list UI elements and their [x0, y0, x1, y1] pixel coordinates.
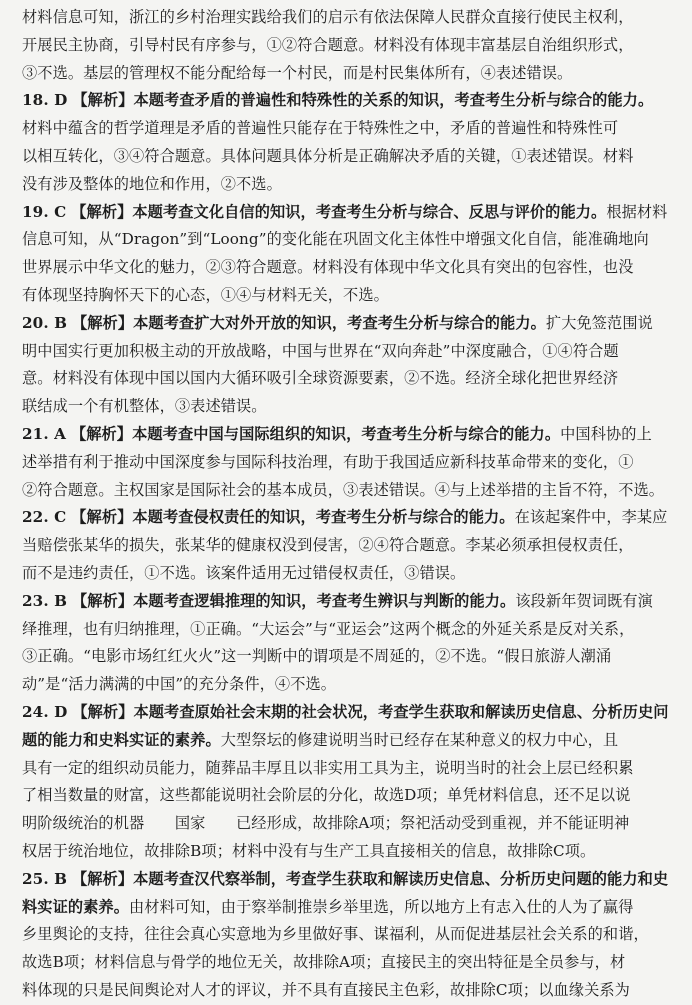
text-line — [22, 782, 678, 810]
answer-item — [22, 199, 678, 310]
analysis-text: 了相当数量的财富，这些都能说明社会阶层的分化，故选D项；单凭材料信息，还不足以说 — [22, 786, 631, 805]
analysis-text: 具有一定的组织动员能力，随葬品丰厚且以非实用工具为主，说明当时的社会上层已经积累 — [22, 758, 634, 777]
question-number: 24. D — [22, 702, 68, 721]
question-number: 19. C — [22, 202, 67, 221]
text-line — [22, 115, 678, 143]
text-line — [22, 477, 678, 505]
text-line — [22, 838, 678, 866]
analysis-text: 动”是“活力满满的中国”的充分条件，④不选。 — [22, 675, 337, 694]
analysis-heading: 【解析】本题考查侵权责任的知识，考查考生分析与综合的能力。 — [71, 508, 515, 527]
text-line — [22, 977, 678, 1005]
text-line: ③不选。基层的管理权不能分配给每一个村民，而是村民集体所有，④表述错误。 — [22, 63, 573, 82]
analysis-text: 没有涉及整体的地位和作用，②不选。 — [22, 174, 282, 193]
text-line — [22, 866, 678, 894]
text-line — [22, 226, 678, 254]
analysis-heading: 【解析】本题考查逻辑推理的知识，考查考生辨识与判断的能力。 — [71, 591, 516, 610]
text-line — [22, 560, 678, 588]
analysis-text: 联结成一个有机整体，③表述错误。 — [22, 397, 267, 416]
answer-item — [22, 421, 678, 504]
text-line — [22, 365, 678, 393]
analysis-text: 当赔偿张某华的损失，张某华的健康权没到侵害，②④符合题意。李某必须承担侵权责任， — [22, 536, 634, 555]
text-line — [22, 921, 678, 949]
answer-item — [22, 866, 678, 1005]
analysis-text: ③正确。“电影市场红红火火”这一判断中的谓项是不周延的，②不选。“假日旅游人潮涌 — [22, 647, 612, 666]
analysis-heading: 【解析】本题考查扩大对外开放的知识，考查考生分析与综合的能力。 — [71, 313, 546, 332]
analysis-text: 明中国实行更加积极主动的开放战略，中国与世界在“双向奔赴”中深度融合，①④符合题 — [22, 341, 619, 360]
analysis-heading: 【解析】本题考查文化自信的知识，考查考生分析与综合、反思与评价的能力。 — [71, 202, 607, 221]
answer-item — [22, 699, 678, 866]
analysis-text: 大型祭坛的修建说明当时已经存在某种意义的权力中心，且 — [220, 730, 619, 749]
question-number: 22. C — [22, 508, 67, 527]
analysis-text: 故选B项；材料信息与骨学的地位无关，故排除A项；直接民主的突出特征是全员参与，材 — [22, 953, 626, 972]
text-line — [22, 449, 678, 477]
text-line — [22, 310, 678, 338]
intro-paragraph — [22, 4, 678, 87]
analysis-heading: 【解析】本题考查矛盾的普遍性和特殊性的关系的知识，考查考生分析与综合的能力。 — [72, 91, 654, 110]
analysis-text: 中国科协的上 — [560, 424, 652, 443]
answer-item — [22, 310, 678, 421]
text-line: 材料信息可知，浙江的乡村治理实践给我们的启示有依法保障人民群众直接行使民主权利， — [22, 8, 634, 26]
answer-item — [22, 588, 678, 699]
text-line — [22, 810, 678, 838]
analysis-text: 世界展示中华文化的魅力，②③符合题意。材料没有体现中华文化具有突出的包容性，也没 — [22, 258, 634, 277]
text-line — [22, 338, 678, 366]
text-line: 开展民主协商，引导村民有序参与，①②符合题意。材料没有体现丰富基层自治组织形式， — [22, 35, 634, 54]
analysis-text: 而不是违约责任，①不选。该案件适用无过错侵权责任，③错误。 — [22, 563, 466, 582]
text-line — [22, 643, 678, 671]
analysis-text: 材料中蕴含的哲学道理是矛盾的普遍性只能存在于特殊性之中，矛盾的普遍性和特殊性可 — [22, 119, 619, 138]
analysis-heading: 【解析】本题考查中国与国际组织的知识，考查考生分析与综合的能力。 — [70, 424, 561, 443]
text-line — [22, 727, 678, 755]
text-line — [22, 588, 678, 616]
analysis-text: 乡里舆论的支持，往往会真心实意地为乡里做好事、谋福利，从而促进基层社会关系的和谐， — [22, 925, 649, 944]
analysis-text: 权居于统治地位，故排除B项；材料中没有与生产工具直接相关的信息，故排除C项。 — [22, 841, 596, 860]
question-number: 25. B — [22, 869, 68, 888]
text-line — [22, 894, 678, 922]
analysis-heading: 【解析】本题考查汉代察举制，考查学生获取和解读历史信息、分析历史问题的能力和史 — [71, 869, 669, 888]
text-line — [22, 699, 678, 727]
text-line — [22, 254, 678, 282]
text-line — [22, 87, 678, 115]
text-line — [22, 171, 678, 199]
analysis-heading: 料实证的素养。 — [22, 897, 130, 916]
analysis-text: 该段新年贺词既有演 — [515, 591, 653, 610]
analysis-text: 以相互转化，③④符合题意。具体问题具体分析是正确解决矛盾的关键，①表述错误。材料 — [22, 146, 634, 165]
text-line — [22, 532, 678, 560]
analysis-text: 料体现的只是民间舆论对人才的评议，并不具有直接民主色彩，故排除C项；以血缘关系为 — [22, 980, 630, 999]
analysis-text: 明阶级统治的机器 国家 已经形成，故排除A项；祭祀活动受到重视，并不能证明神 — [22, 814, 630, 833]
question-number: 20. B — [22, 313, 68, 332]
analysis-text: 扩大免签范围说 — [545, 313, 653, 332]
text-line — [22, 421, 678, 449]
text-line — [22, 504, 678, 532]
analysis-heading: 题的能力和史料实证的素养。 — [22, 730, 221, 749]
text-line — [22, 616, 678, 644]
text-line — [22, 282, 678, 310]
text-line — [22, 671, 678, 699]
analysis-text: 绎推理，也有归纳推理，①正确。“大运会”与“亚运会”这两个概念的外延关系是反对关系， — [22, 619, 635, 638]
analysis-text: 由材料可知，由于察举制推崇乡举里选，所以地方上有志入仕的人为了赢得 — [129, 897, 634, 916]
analysis-heading: 【解析】本题考查原始社会末期的社会状况，考查学生获取和解读历史信息、分析历史问 — [72, 702, 669, 721]
analysis-text: 意。材料没有体现中国以国内大循环吸引全球资源要素，②不选。经济全球化把世界经济 — [22, 369, 619, 388]
answer-item — [22, 87, 678, 198]
analysis-text: 述举措有利于推动中国深度参与国际科技治理，有助于我国适应新科技革命带来的变化，① — [22, 452, 634, 471]
text-line — [22, 755, 678, 783]
analysis-text: ②符合题意。主权国家是国际社会的基本成员，③表述错误。④与上述举措的主旨不符，不选。 — [22, 480, 665, 499]
analysis-text: 有体现坚持胸怀天下的心态，①④与材料无关，不选。 — [22, 285, 389, 304]
question-number: 21. A — [22, 424, 66, 443]
analysis-text: 信息可知，从“Dragon”到“Loong”的变化能在巩固文化主体性中增强文化自信，能准确地向 — [22, 230, 649, 249]
answer-list — [22, 87, 678, 1004]
answer-item — [22, 504, 678, 587]
question-number: 23. B — [22, 591, 68, 610]
question-number: 18. D — [22, 91, 68, 110]
text-line — [22, 949, 678, 977]
analysis-text: 在该起案件中，李某应 — [514, 508, 668, 527]
analysis-text: 根据材料 — [606, 202, 668, 221]
text-line — [22, 199, 678, 227]
text-line — [22, 143, 678, 171]
text-line — [22, 393, 678, 421]
